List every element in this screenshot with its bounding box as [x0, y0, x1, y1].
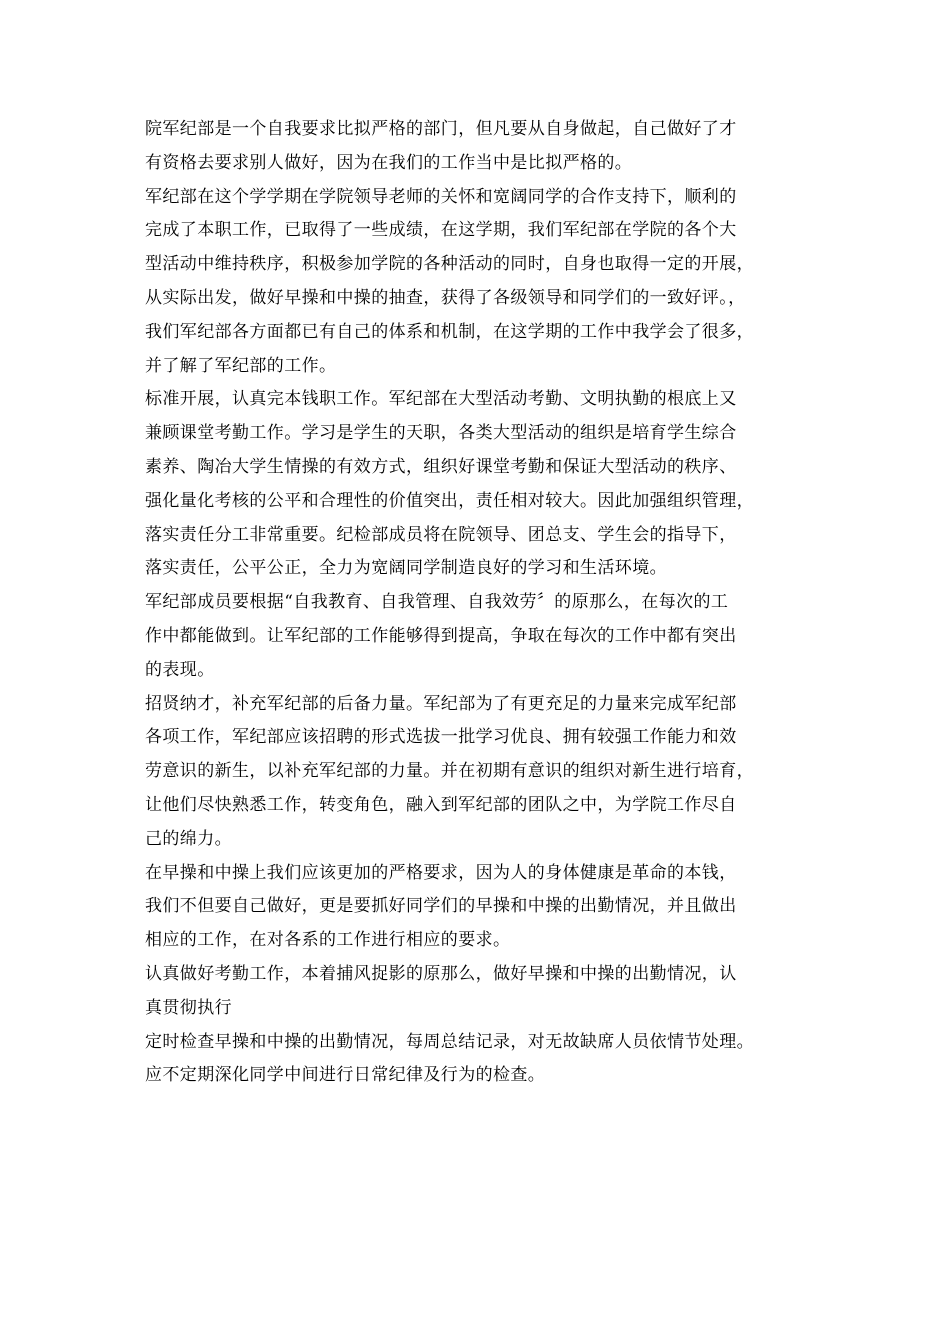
text-line: 各项工作，军纪部应该招聘的形式选拔一批学习优良、拥有较强工作能力和效	[145, 727, 737, 748]
text-line: 落实责任分工非常重要。纪检部成员将在院领导、团总支、学生会的指导下，	[145, 524, 737, 545]
text-line: 素养、陶冶大学生情操的有效方式，组织好课堂考勤和保证大型活动的秩序、	[145, 456, 737, 477]
text-line: 作中都能做到。让军纪部的工作能够得到提高，争取在每次的工作中都有突出	[145, 625, 737, 646]
paragraph	[145, 958, 835, 1026]
text-line: 强化量化考核的公平和合理性的价值突出，责任相对较大。因此加强组织管理，	[145, 490, 754, 511]
text-line: 完成了本职工作，已取得了一些成绩，在这学期，我们军纪部在学院的各个大	[145, 220, 737, 241]
text-line: 军纪部在这个学学期在学院领导老师的关怀和宽阔同学的合作支持下，顺利的	[145, 186, 737, 207]
text-line: 己的绵力。	[145, 828, 232, 849]
text-line: 院军纪部是一个自我要求比拟严格的部门，但凡要从自身做起，自己做好了才	[145, 119, 737, 139]
paragraph	[145, 688, 835, 857]
text-line: 相应的工作，在对各系的工作进行相应的要求。	[145, 930, 511, 951]
paragraph	[145, 857, 835, 958]
text-line: 真贯彻执行	[145, 997, 232, 1018]
text-line: 标准开展，认真完本钱职工作。军纪部在大型活动考勤、文明执勤的根底上又	[145, 389, 737, 410]
text-line: 认真做好考勤工作，本着捕风捉影的原那么，做好早操和中操的出勤情况，认	[145, 963, 737, 984]
text-line: 在早操和中操上我们应该更加的严格要求，因为人的身体健康是革命的本钱，	[145, 862, 737, 883]
text-line: 招贤纳才，补充军纪部的后备力量。军纪部为了有更充足的力量来完成军纪部	[145, 693, 737, 714]
text-line: 兼顾课堂考勤工作。学习是学生的天职，各类大型活动的组织是培育学生综合	[145, 423, 737, 444]
text-line: 我们不但要自己做好，更是要抓好同学们的早操和中操的出勤情况，并且做出	[145, 896, 737, 917]
text-line: 型活动中维持秩序，积极参加学院的各种活动的同时，自身也取得一定的开展，	[145, 254, 754, 275]
text-line: 让他们尽快熟悉工作，转变角色，融入到军纪部的团队之中，为学院工作尽自	[145, 794, 737, 815]
text-line: 我们军纪部各方面都已有自己的体系和机制，在这学期的工作中我学会了很多，	[145, 321, 754, 342]
text-line: 劳意识的新生，以补充军纪部的力量。并在初期有意识的组织对新生进行培育，	[145, 761, 754, 782]
text-line: 的表现。	[145, 659, 215, 680]
text-line: 有资格去要求别人做好，因为在我们的工作当中是比拟严格的。	[145, 152, 633, 173]
text-line: 从实际出发，做好早操和中操的抽查，获得了各级领导和同学们的一致好评。，	[145, 287, 746, 308]
text-line: 军纪部成员要根据“自我教育、自我管理、自我效劳〞的原那么，在每次的工	[145, 592, 729, 613]
document-page	[145, 113, 835, 1093]
paragraph	[145, 1026, 835, 1060]
text-line: 应不定期深化同学中间进行日常纪律及行为的检查。	[145, 1065, 546, 1086]
paragraph	[145, 1059, 835, 1093]
paragraph	[145, 586, 835, 687]
paragraph	[145, 383, 835, 586]
text-line: 并了解了军纪部的工作。	[145, 355, 337, 376]
paragraph	[145, 181, 835, 384]
text-line: 定时检查早操和中操的出勤情况，每周总结记录，对无故缺席人员依情节处理。	[145, 1031, 754, 1052]
paragraph	[145, 113, 835, 181]
text-line: 落实责任，公平公正，全力为宽阔同学制造良好的学习和生活环境。	[145, 558, 667, 579]
